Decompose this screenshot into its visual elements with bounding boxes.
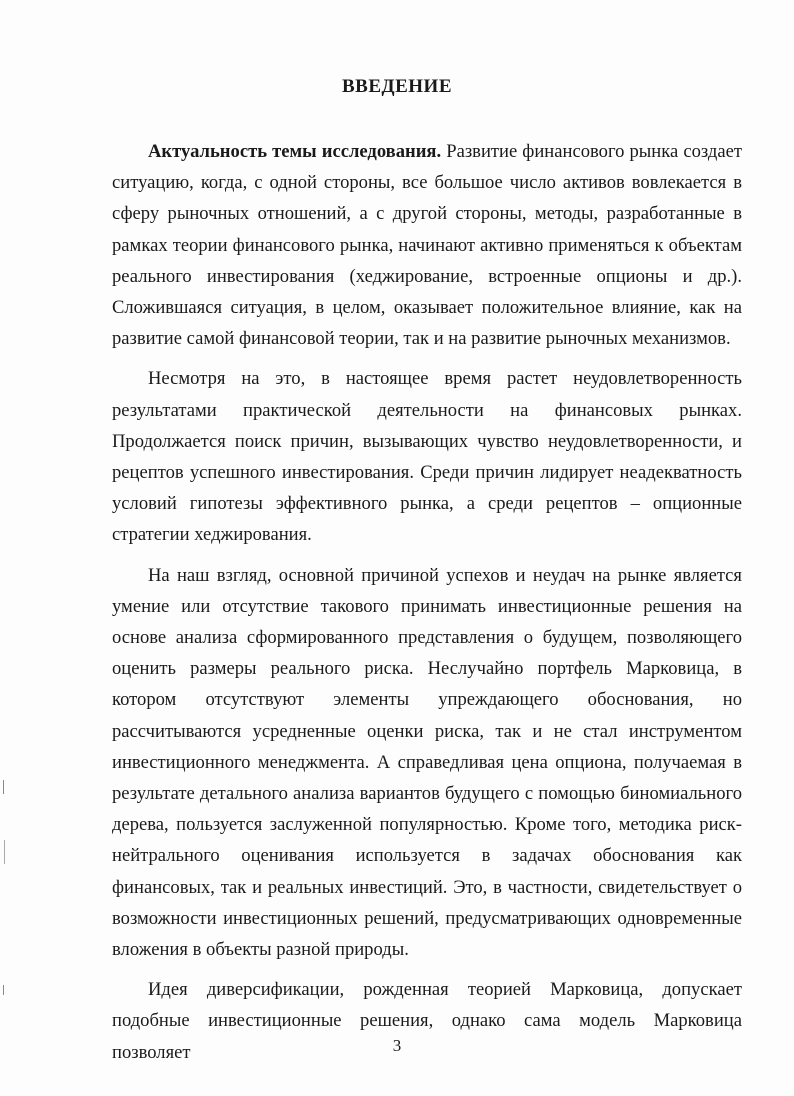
paragraph-text: Развитие финансового рынка создает ситуацию, когда, с одной стороны, все большое число активов вовлекается в сферу рыночных отношений, а с другой стороны, методы, разработанные в рамках теории финансового рынка, начинают активно применяться к объектам реального инвестирования (хеджирование, встроенные опционы и др.). Сложившаяся ситуация, в целом, оказывает положительное влияние, как на развитие самой финансовой теории, так и на развитие рыночных механизмов. (112, 141, 742, 350)
paragraph-text: На наш взгляд, основной причиной успехов и неудач на рынке является умение или отсутствие такового принимать инвестиционные решения на основе анализа сформированного представления о будущем, позволяющего оценить размеры реального риска. Неслучайно портфель Марковица, в котором отсутствуют элементы упреждающего обоснования, но рассчитываются усредненные оценки риска, так и не стал инструментом инвестиционного менеджмента. А справедливая цена опциона, получаемая в результате детального анализа вариантов будущего с помощью биномиального дерева, пользуется заслуженной популярностью. Кроме того, методика риск-нейтрального оценивания используется в задачах обоснования как финансовых, так и реальных инвестиций. Это, в частности, свидетельствует о возможности инвестиционных решений, предусматривающих одновременные вложения в объекты разной природы. (112, 564, 742, 961)
paragraph-text: Идея диверсификации, рожденная теорией Марковица, допускает подобные инвестиционные решения, однако сама модель Марковица позволяет (112, 979, 742, 1063)
paragraph-2 (112, 363, 742, 550)
paragraph-lead: Актуальность темы исследования. (148, 141, 442, 162)
page-number: 3 (392, 1036, 402, 1055)
paragraph-3 (112, 560, 742, 966)
paragraph-text: Несмотря на это, в настоящее время растет неудовлетворенность результатами практической деятельности на финансовых рынках. Продолжается поиск причин, вызывающих чувство неудовлетворенности, и рецептов успешного инвестирования. Среди причин лидирует неадекватность условий гипотезы эффективного рынка, а среди рецептов – опционные стратегии хеджирования. (112, 368, 742, 546)
paragraph-1 (112, 136, 742, 354)
scan-artifact (3, 780, 4, 794)
scan-artifact (3, 985, 4, 995)
page-title: ВВЕДЕНИЕ (342, 76, 452, 97)
scan-artifact (4, 840, 5, 864)
body-text (112, 136, 742, 1077)
